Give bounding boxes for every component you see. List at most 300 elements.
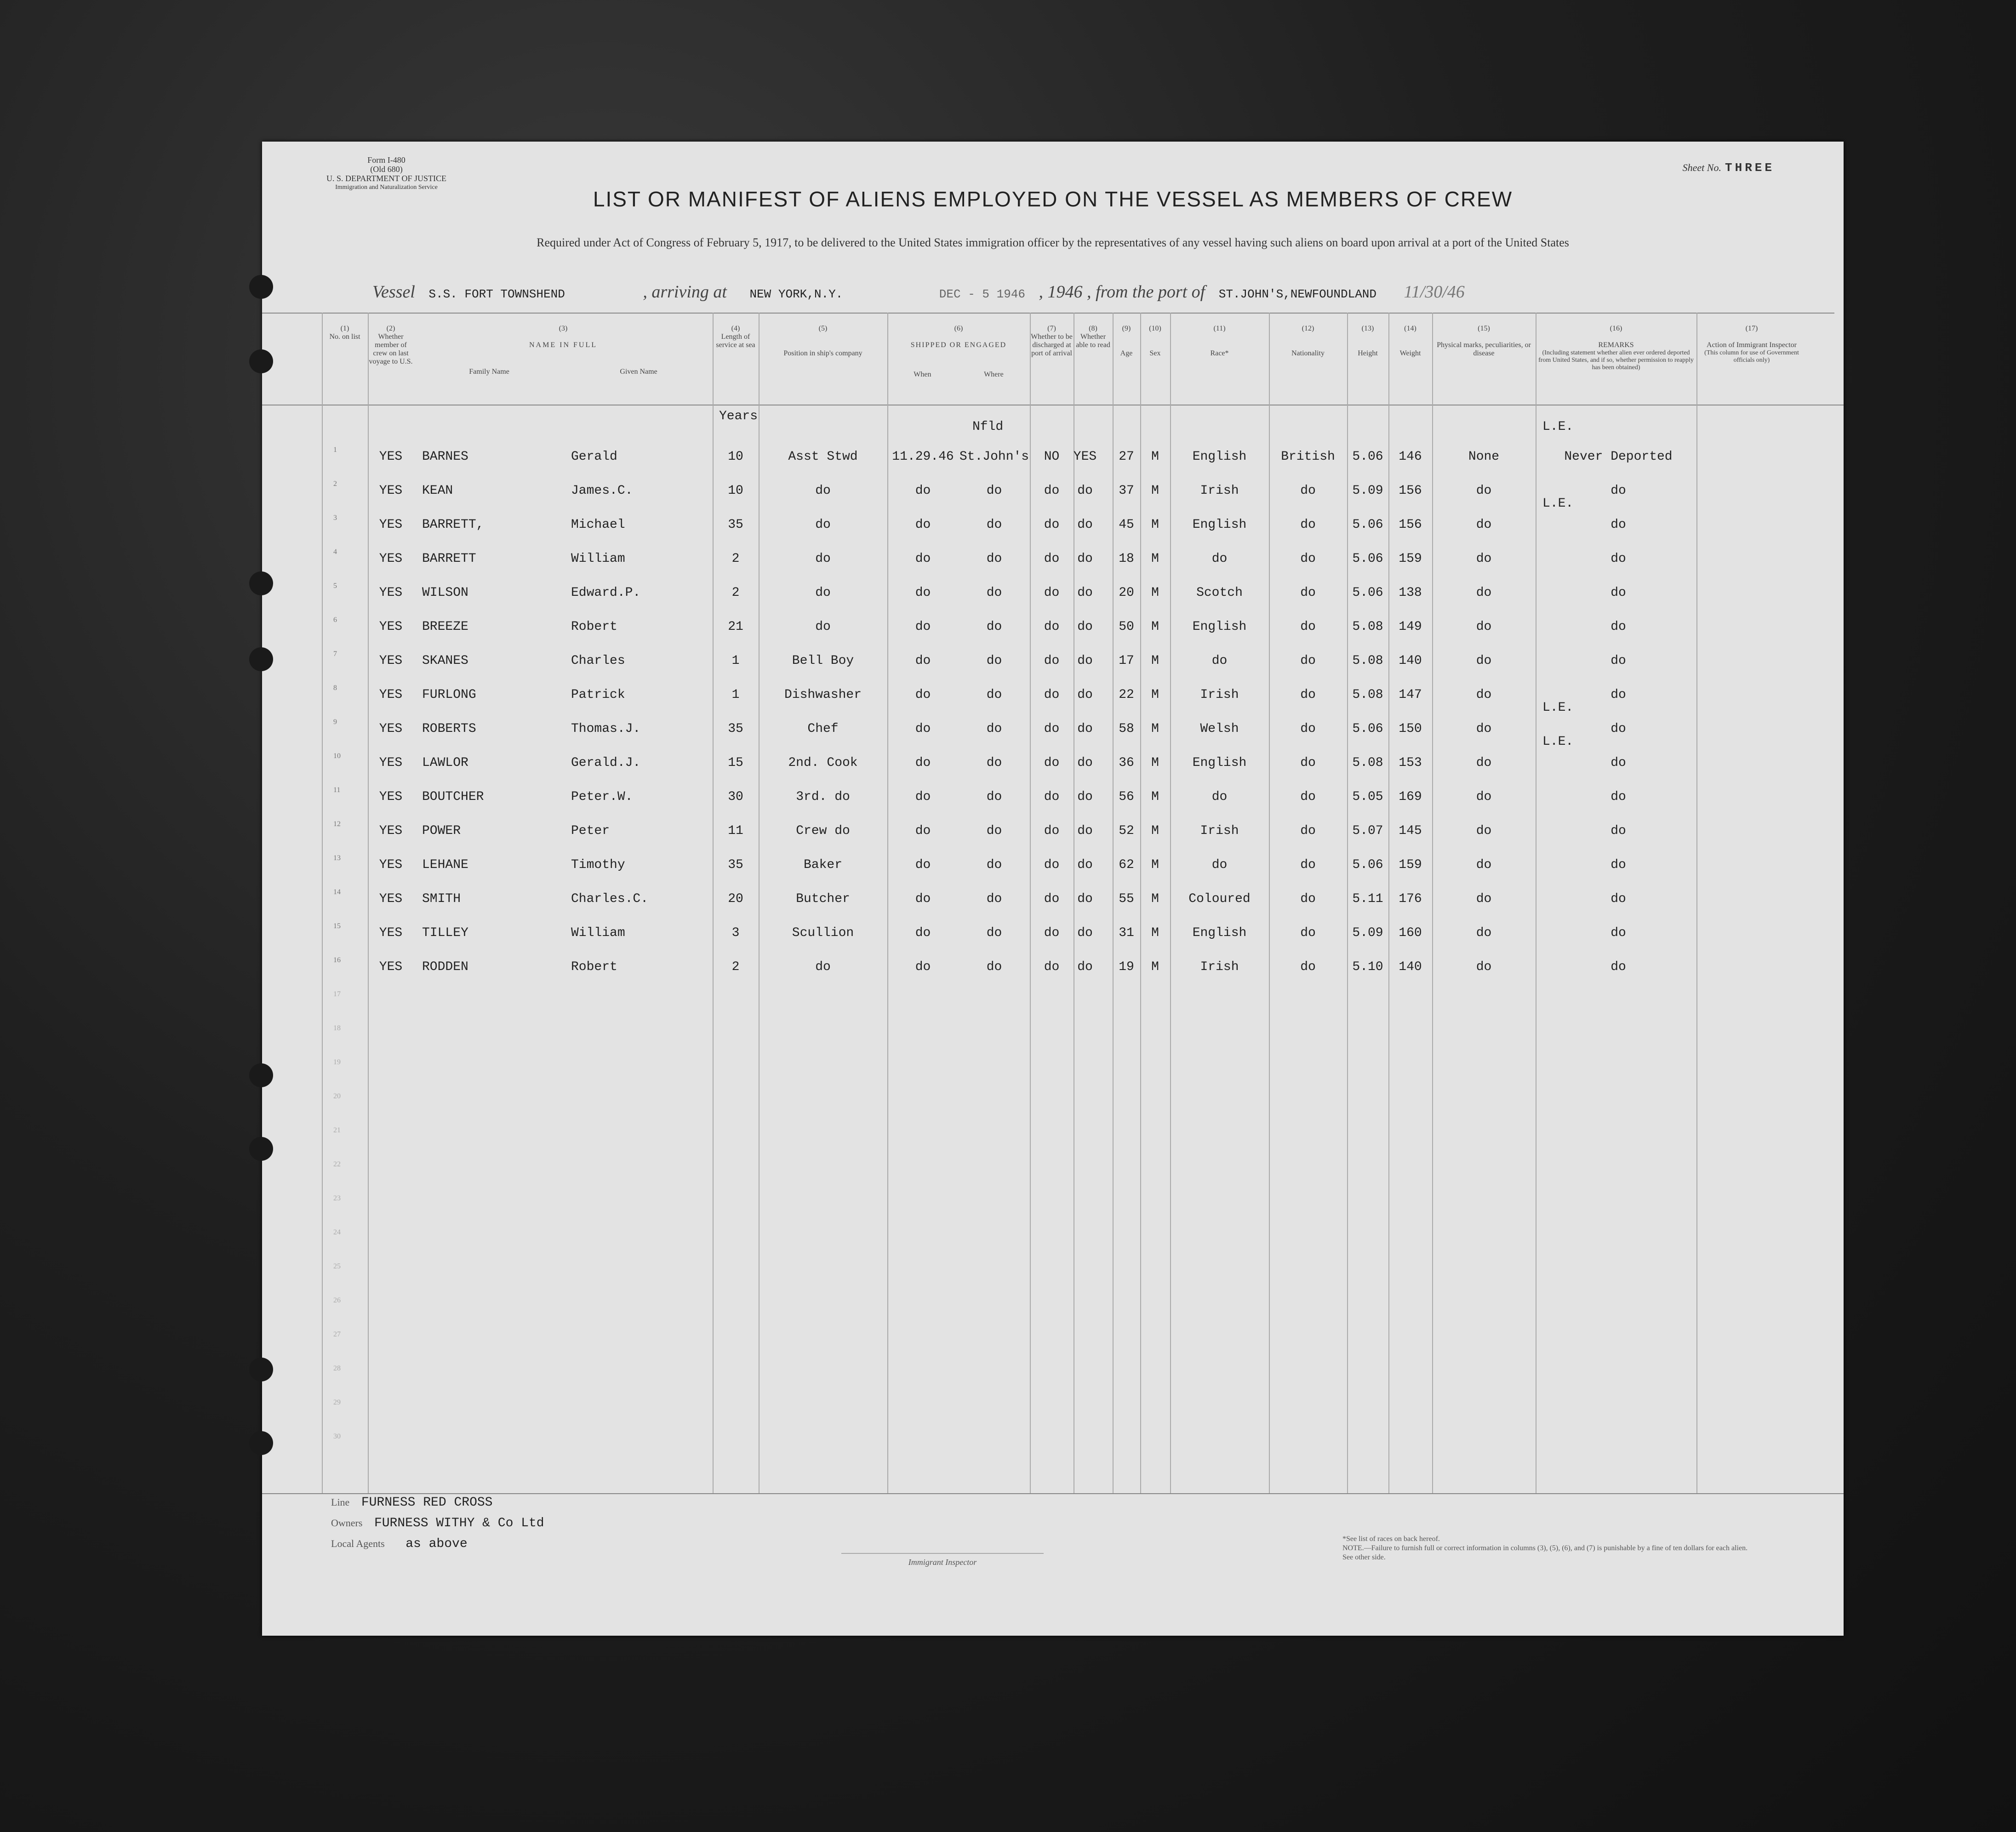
- cell-height: 5.08: [1352, 654, 1383, 668]
- cell-race: do: [1211, 790, 1228, 804]
- cell-disch: do: [1044, 654, 1060, 668]
- cell-position: do: [815, 620, 831, 634]
- cell-weight: 169: [1399, 790, 1422, 804]
- cell-service: 10: [728, 450, 743, 464]
- sheet-label: Sheet No.: [1682, 162, 1721, 173]
- cell-race: Irish: [1200, 960, 1239, 974]
- cell-disch: do: [1044, 824, 1060, 838]
- cell-service: 3: [731, 926, 740, 940]
- row-number: 11: [333, 786, 341, 794]
- col-header-17: (17) Action of Immigrant Inspector (This column for use of Government officials only): [1704, 325, 1799, 364]
- cell-position: do: [815, 960, 831, 974]
- cell-position: do: [815, 518, 831, 532]
- cell-service: 35: [728, 722, 743, 736]
- col-header-13: (13) Height: [1358, 325, 1378, 357]
- cell-family: SKANES: [422, 654, 468, 668]
- cell-sex: M: [1151, 518, 1159, 532]
- cell-remarks: do: [1611, 960, 1626, 974]
- col-header-4: (4) Length of service at sea: [716, 325, 755, 349]
- cell-disch: do: [1044, 790, 1060, 804]
- cell-family: BOUTCHER: [422, 790, 484, 804]
- cell-height: 5.05: [1352, 790, 1383, 804]
- cell-nat: do: [1300, 620, 1316, 634]
- agents-label: Local Agents: [331, 1538, 385, 1549]
- cell-weight: 140: [1399, 654, 1422, 668]
- cell-remarks: do: [1611, 756, 1626, 770]
- cell-where: do: [986, 484, 1002, 498]
- cell-given: Robert: [571, 620, 617, 634]
- cell-when: do: [915, 790, 931, 804]
- cell-marks: do: [1476, 552, 1492, 566]
- cell-nat: do: [1300, 484, 1316, 498]
- cell-position: 3rd. do: [796, 790, 850, 804]
- cell-position: Dishwasher: [784, 688, 862, 702]
- handwritten-date: 11/30/46: [1404, 282, 1465, 302]
- agents-field: [331, 1537, 468, 1551]
- row-number: 4: [333, 548, 337, 556]
- cell-where: do: [986, 790, 1002, 804]
- service: Immigration and Naturalization Service: [335, 184, 438, 191]
- line-field: [331, 1495, 492, 1510]
- cell-weight: 160: [1399, 926, 1422, 940]
- cell-race: do: [1211, 552, 1228, 566]
- row-number: 15: [333, 922, 341, 930]
- cell-nat: do: [1300, 586, 1316, 600]
- cell-read: do: [1077, 858, 1093, 872]
- cell-height: 5.06: [1352, 858, 1383, 872]
- cell-where: do: [986, 654, 1002, 668]
- cell-disch: do: [1044, 960, 1060, 974]
- cell-marks: do: [1476, 688, 1492, 702]
- empty-row-number: 29: [333, 1398, 341, 1406]
- cell-when: do: [915, 552, 931, 566]
- cell-given: Charles: [571, 654, 625, 668]
- cell-age: 20: [1119, 586, 1134, 600]
- cell-age: 58: [1119, 722, 1134, 736]
- cell-family: BREEZE: [422, 620, 468, 634]
- punch-hole: [249, 1063, 273, 1087]
- cell-age: 17: [1119, 654, 1134, 668]
- cell-where: do: [986, 722, 1002, 736]
- cell-read: YES: [1073, 450, 1097, 464]
- cell-crew: YES: [379, 790, 403, 804]
- cell-crew: YES: [379, 484, 403, 498]
- cell-given: William: [571, 926, 625, 940]
- empty-row-number: 28: [333, 1364, 341, 1372]
- line-label: Line: [331, 1496, 350, 1508]
- row-number: 9: [333, 718, 337, 726]
- row-number: 1: [333, 446, 337, 454]
- row-number: 7: [333, 650, 337, 658]
- cell-nat: do: [1300, 722, 1316, 736]
- cell-crew: YES: [379, 892, 403, 906]
- cell-remarks: do: [1611, 824, 1626, 838]
- cell-weight: 159: [1399, 552, 1422, 566]
- cell-service: 10: [728, 484, 743, 498]
- cell-weight: 146: [1399, 450, 1422, 464]
- cell-crew: YES: [379, 518, 403, 532]
- cell-when: do: [915, 926, 931, 940]
- cell-weight: 153: [1399, 756, 1422, 770]
- required-statement: Required under Act of Congress of February 5, 1917, to be delivered to the United States immigration officer by the representatives of any vessel having such aliens on board upon arrival at a port of the United States: [537, 236, 1569, 249]
- cell-family: POWER: [422, 824, 461, 838]
- cell-position: Asst Stwd: [788, 450, 858, 464]
- cell-read: do: [1077, 824, 1093, 838]
- empty-row-number: 21: [333, 1126, 341, 1134]
- empty-row-number: 24: [333, 1228, 341, 1236]
- cell-marks: do: [1476, 790, 1492, 804]
- cell-nat: do: [1300, 960, 1316, 974]
- cell-given: Gerald: [571, 450, 617, 464]
- sheet-number: [1683, 161, 1775, 175]
- cell-marks: do: [1476, 620, 1492, 634]
- page-title: LIST OR MANIFEST OF ALIENS EMPLOYED ON THE VESSEL AS MEMBERS OF CREW: [593, 187, 1513, 211]
- empty-row-number: 17: [333, 990, 341, 998]
- cell-given: Michael: [571, 518, 625, 532]
- cell-weight: 149: [1399, 620, 1422, 634]
- cell-height: 5.09: [1352, 484, 1383, 498]
- cell-family: FURLONG: [422, 688, 476, 702]
- cell-where: do: [986, 586, 1002, 600]
- from-port: ST.JOHN'S,NEWFOUNDLAND: [1218, 287, 1377, 301]
- cell-where: do: [986, 926, 1002, 940]
- cell-remarks: do: [1611, 688, 1626, 702]
- cell-when: do: [915, 722, 931, 736]
- row-number: 14: [333, 888, 341, 896]
- col-header-1: (1) No. on list: [329, 325, 360, 341]
- col-header-6: (6) SHIPPED OR ENGAGED When Where: [910, 325, 1007, 378]
- cell-race: English: [1192, 620, 1247, 634]
- punch-hole: [249, 275, 273, 299]
- cell-service: 2: [731, 586, 740, 600]
- cell-crew: YES: [379, 722, 403, 736]
- cell-given: James.C.: [571, 484, 633, 498]
- cell-crew: YES: [379, 654, 403, 668]
- cell-when: do: [915, 688, 931, 702]
- cell-service: 21: [728, 620, 743, 634]
- cell-where: do: [986, 892, 1002, 906]
- cell-where: do: [986, 552, 1002, 566]
- cell-le-mark: L.E.: [1542, 735, 1574, 749]
- row-number: 6: [333, 616, 337, 624]
- cell-disch: do: [1044, 892, 1060, 906]
- cell-read: do: [1077, 654, 1093, 668]
- cell-when: do: [915, 858, 931, 872]
- row-number: 12: [333, 820, 341, 828]
- cell-given: William: [571, 552, 625, 566]
- empty-row-number: 19: [333, 1058, 341, 1066]
- row-number: 5: [333, 582, 337, 590]
- empty-row-number: 22: [333, 1160, 341, 1168]
- cell-sex: M: [1151, 790, 1159, 804]
- cell-remarks: do: [1611, 892, 1626, 906]
- cell-family: BARRETT,: [422, 518, 484, 532]
- cell-height: 5.11: [1352, 892, 1383, 906]
- cell-height: 5.08: [1352, 620, 1383, 634]
- cell-age: 18: [1119, 552, 1134, 566]
- cell-crew: YES: [379, 756, 403, 770]
- cell-age: 55: [1119, 892, 1134, 906]
- cell-nat: do: [1300, 518, 1316, 532]
- cell-position: Scullion: [792, 926, 854, 940]
- cell-family: BARNES: [422, 450, 468, 464]
- department: U. S. DEPARTMENT OF JUSTICE: [326, 174, 446, 183]
- cell-race: English: [1192, 518, 1247, 532]
- cell-crew: YES: [379, 586, 403, 600]
- cell-weight: 150: [1399, 722, 1422, 736]
- cell-sex: M: [1151, 688, 1159, 702]
- cell-race: Scotch: [1196, 586, 1243, 600]
- cell-marks: do: [1476, 824, 1492, 838]
- cell-marks: None: [1468, 450, 1500, 464]
- cell-nat: do: [1300, 756, 1316, 770]
- cell-family: LAWLOR: [422, 756, 468, 770]
- cell-sex: M: [1151, 654, 1159, 668]
- cell-remarks: do: [1611, 654, 1626, 668]
- cell-service: 1: [731, 688, 740, 702]
- cell-where: do: [986, 858, 1002, 872]
- arriving-label: , arriving at: [643, 282, 727, 302]
- cell-position: Crew do: [796, 824, 850, 838]
- cell-sex: M: [1151, 892, 1159, 906]
- row-number: 3: [333, 514, 337, 522]
- punch-hole: [249, 1358, 273, 1381]
- cell-disch: do: [1044, 926, 1060, 940]
- cell-disch: do: [1044, 858, 1060, 872]
- cell-race: English: [1192, 756, 1247, 770]
- cell-remarks: do: [1611, 552, 1626, 566]
- empty-row-number: 18: [333, 1024, 341, 1032]
- cell-given: Peter: [571, 824, 610, 838]
- cell-crew: YES: [379, 620, 403, 634]
- cell-family: TILLEY: [422, 926, 468, 940]
- cell-marks: do: [1476, 960, 1492, 974]
- cell-family: RODDEN: [422, 960, 468, 974]
- punch-hole: [249, 647, 273, 671]
- cell-crew: YES: [379, 926, 403, 940]
- cell-read: do: [1077, 688, 1093, 702]
- cell-age: 52: [1119, 824, 1134, 838]
- cell-where: do: [986, 518, 1002, 532]
- col-rule: [322, 313, 323, 1493]
- cell-weight: 140: [1399, 960, 1422, 974]
- cell-nat: do: [1300, 824, 1316, 838]
- races-note: *See list of races on back hereof.: [1342, 1535, 1440, 1543]
- cell-service: 30: [728, 790, 743, 804]
- cell-disch: NO: [1044, 450, 1060, 464]
- cell-position: do: [815, 484, 831, 498]
- cell-weight: 147: [1399, 688, 1422, 702]
- cell-height: 5.06: [1352, 518, 1383, 532]
- cell-disch: do: [1044, 722, 1060, 736]
- cell-where: do: [986, 688, 1002, 702]
- cell-position: Chef: [807, 722, 839, 736]
- cell-height: 5.09: [1352, 926, 1383, 940]
- cell-height: 5.06: [1352, 552, 1383, 566]
- empty-row-number: 25: [333, 1262, 341, 1270]
- cell-nat: do: [1300, 926, 1316, 940]
- cell-sex: M: [1151, 824, 1159, 838]
- vessel-label: Vessel: [372, 282, 415, 302]
- cell-sex: M: [1151, 756, 1159, 770]
- cell-nat: do: [1300, 790, 1316, 804]
- col-rule: [1696, 313, 1697, 1493]
- col-header-9: (9) Age: [1120, 325, 1133, 357]
- footer-notes: [1342, 1535, 1756, 1562]
- cell-read: do: [1077, 756, 1093, 770]
- cell-read: do: [1077, 926, 1093, 940]
- cell-sex: M: [1151, 450, 1159, 464]
- cell-when: do: [915, 586, 931, 600]
- cell-crew: YES: [379, 824, 403, 838]
- cell-sex: M: [1151, 620, 1159, 634]
- cell-age: 27: [1119, 450, 1134, 464]
- cell-remarks: do: [1611, 484, 1626, 498]
- cell-when: do: [915, 484, 931, 498]
- cell-weight: 156: [1399, 484, 1422, 498]
- owners-value: FURNESS WITHY & Co Ltd: [374, 1516, 544, 1530]
- row-number: 10: [333, 752, 341, 760]
- cell-weight: 145: [1399, 824, 1422, 838]
- cell-remarks: do: [1611, 722, 1626, 736]
- agents-value: as above: [405, 1537, 468, 1551]
- cell-disch: do: [1044, 688, 1060, 702]
- cell-age: 19: [1119, 960, 1134, 974]
- col-header-8: (8) Whether able to read: [1076, 325, 1110, 349]
- cell-when: 11.29.46: [892, 450, 954, 464]
- cell-read: do: [1077, 620, 1093, 634]
- cell-disch: do: [1044, 620, 1060, 634]
- cell-weight: 176: [1399, 892, 1422, 906]
- cell-position: Bell Boy: [792, 654, 854, 668]
- cell-marks: do: [1476, 586, 1492, 600]
- cell-crew: YES: [379, 688, 403, 702]
- cell-where: do: [986, 756, 1002, 770]
- cell-marks: do: [1476, 926, 1492, 940]
- punch-hole: [249, 1431, 273, 1455]
- cell-remarks: do: [1611, 790, 1626, 804]
- cell-marks: do: [1476, 722, 1492, 736]
- cell-nat: British: [1281, 450, 1335, 464]
- cell-weight: 156: [1399, 518, 1422, 532]
- cell-read: do: [1077, 552, 1093, 566]
- cell-position: do: [815, 552, 831, 566]
- vessel-name: S.S. FORT TOWNSHEND: [428, 287, 565, 301]
- col-header-10: (10) Sex: [1149, 325, 1161, 357]
- col-header-2: (2) Whether member of crew on last voyage to U.S.: [369, 325, 413, 365]
- cell-where: do: [986, 620, 1002, 634]
- cell-height: 5.06: [1352, 722, 1383, 736]
- cell-marks: do: [1476, 654, 1492, 668]
- cell-nat: do: [1300, 552, 1316, 566]
- cell-service: 2: [731, 960, 740, 974]
- vessel-line: [372, 282, 1465, 302]
- cell-disch: do: [1044, 484, 1060, 498]
- cell-race: English: [1192, 450, 1247, 464]
- col-header-12: (12) Nationality: [1291, 325, 1325, 357]
- cell-disch: do: [1044, 552, 1060, 566]
- cell-given: Patrick: [571, 688, 625, 702]
- cell-remarks: do: [1611, 620, 1626, 634]
- cell-position: 2nd. Cook: [788, 756, 858, 770]
- cell-sex: M: [1151, 484, 1159, 498]
- cell-remarks: do: [1611, 518, 1626, 532]
- cell-disch: do: [1044, 586, 1060, 600]
- punch-hole: [249, 571, 273, 595]
- cell-given: Gerald.J.: [571, 756, 641, 770]
- cell-read: do: [1077, 892, 1093, 906]
- empty-row-number: 30: [333, 1432, 341, 1440]
- cell-position: Butcher: [796, 892, 850, 906]
- cell-service: 20: [728, 892, 743, 906]
- cell-nat: do: [1300, 688, 1316, 702]
- cell-service: 11: [728, 824, 743, 838]
- cell-sex: M: [1151, 552, 1159, 566]
- cell-family: WILSON: [422, 586, 468, 600]
- cell-le-mark: L.E.: [1542, 701, 1574, 715]
- cell-when: do: [915, 518, 931, 532]
- cell-race: Irish: [1200, 688, 1239, 702]
- cell-age: 45: [1119, 518, 1134, 532]
- punch-hole: [249, 349, 273, 373]
- cell-crew: YES: [379, 450, 403, 464]
- row-number: 8: [333, 684, 337, 692]
- cell-service: 1: [731, 654, 740, 668]
- empty-row-number: 23: [333, 1194, 341, 1202]
- manifest-sheet: [262, 142, 1844, 1636]
- inspector-label: Immigrant Inspector: [908, 1558, 977, 1567]
- cell-service: 15: [728, 756, 743, 770]
- penalty-note: NOTE.—Failure to furnish full or correct information in columns (3), (5), (6), and (7) is punishable by a fine of ten dollars for each alien. See other side.: [1342, 1544, 1748, 1561]
- cell-height: 5.06: [1352, 586, 1383, 600]
- cell-where: St.John's: [959, 450, 1029, 464]
- table-bottom-rule: [262, 1493, 1844, 1494]
- col-header-15: (15) Physical marks, peculiarities, or disease: [1437, 325, 1531, 357]
- cell-given: Timothy: [571, 858, 625, 872]
- cell-sex: M: [1151, 960, 1159, 974]
- form-number: Form I-480: [367, 155, 405, 165]
- cell-marks: do: [1476, 892, 1492, 906]
- col-header-16: (16) REMARKS (Including statement whether alien ever ordered deported from United States, and if so, whether permission to reapply has been obtained): [1538, 325, 1694, 371]
- cell-nat: do: [1300, 654, 1316, 668]
- cell-marks: do: [1476, 484, 1492, 498]
- cell-race: English: [1192, 926, 1247, 940]
- cell-given: Thomas.J.: [571, 722, 641, 736]
- cell-race: Irish: [1200, 824, 1239, 838]
- cell-weight: 138: [1399, 586, 1422, 600]
- cell-read: do: [1077, 722, 1093, 736]
- cell-height: 5.08: [1352, 688, 1383, 702]
- cell-service: 35: [728, 858, 743, 872]
- form-old-number: (Old 680): [370, 165, 403, 174]
- cell-race: Irish: [1200, 484, 1239, 498]
- cell-race: do: [1211, 858, 1228, 872]
- cell-nat: do: [1300, 892, 1316, 906]
- cell-read: do: [1077, 586, 1093, 600]
- le-label: L.E.: [1542, 420, 1574, 434]
- cell-sex: M: [1151, 586, 1159, 600]
- header-top-rule: [262, 313, 1834, 314]
- col-header-14: (14) Weight: [1399, 325, 1421, 357]
- cell-race: Welsh: [1200, 722, 1239, 736]
- cell-read: do: [1077, 790, 1093, 804]
- cell-age: 36: [1119, 756, 1134, 770]
- col-header-11: (11) Race*: [1210, 325, 1229, 357]
- empty-row-number: 20: [333, 1092, 341, 1100]
- cell-when: do: [915, 756, 931, 770]
- cell-disch: do: [1044, 518, 1060, 532]
- cell-remarks: do: [1611, 926, 1626, 940]
